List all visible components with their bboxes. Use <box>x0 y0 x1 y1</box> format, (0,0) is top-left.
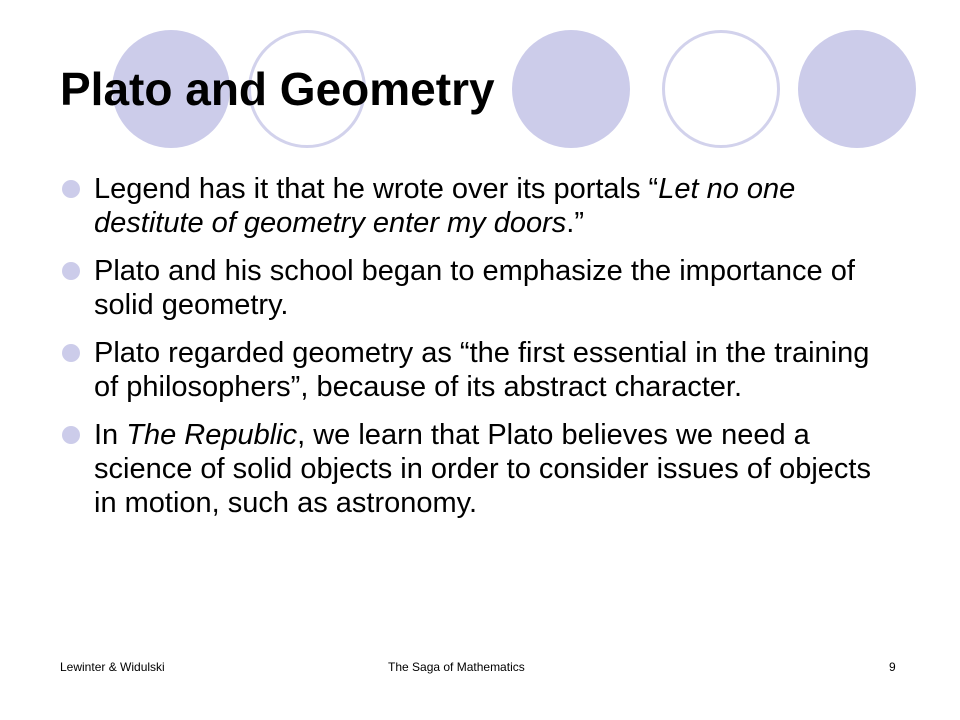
bullet-dot-icon <box>62 262 80 280</box>
bullet-item <box>62 418 882 520</box>
bullet-text-run: Plato regarded geometry as “the first essential in the training of philosophers”, because of its abstract character. <box>94 337 870 403</box>
bullet-dot-icon <box>62 344 80 362</box>
footer-authors: Lewinter & Widulski <box>60 660 165 674</box>
footer-title: The Saga of Mathematics <box>388 660 525 674</box>
bullet-text-run: , we learn that Plato believes we need a science of solid objects in order to consider issues of objects in motion, such as astronomy. <box>94 419 871 519</box>
bullet-text-italic: Let no one destitute of geometry enter my doors <box>94 173 796 239</box>
bullet-text-run: Legend has it that he wrote over its portals “ <box>94 173 659 205</box>
decorative-circle-filled <box>512 30 630 148</box>
bullet-text <box>94 418 882 520</box>
bullet-dot-icon <box>62 426 80 444</box>
bullet-item <box>62 254 882 322</box>
bullet-list <box>62 172 882 534</box>
bullet-text-run: Plato and his school began to emphasize the importance of solid geometry. <box>94 255 855 321</box>
bullet-item <box>62 336 882 404</box>
bullet-text-run: .” <box>566 207 585 239</box>
bullet-dot-icon <box>62 180 80 198</box>
bullet-text-run: In <box>94 419 127 451</box>
bullet-text-italic: The Republic <box>126 419 298 451</box>
bullet-text <box>94 336 882 404</box>
slide-title: Plato and Geometry <box>60 63 495 115</box>
bullet-text <box>94 254 882 322</box>
decorative-circle-outline <box>662 30 780 148</box>
page-number: 9 <box>889 660 896 674</box>
bullet-text <box>94 172 882 240</box>
bullet-item <box>62 172 882 240</box>
decorative-circle-filled <box>798 30 916 148</box>
